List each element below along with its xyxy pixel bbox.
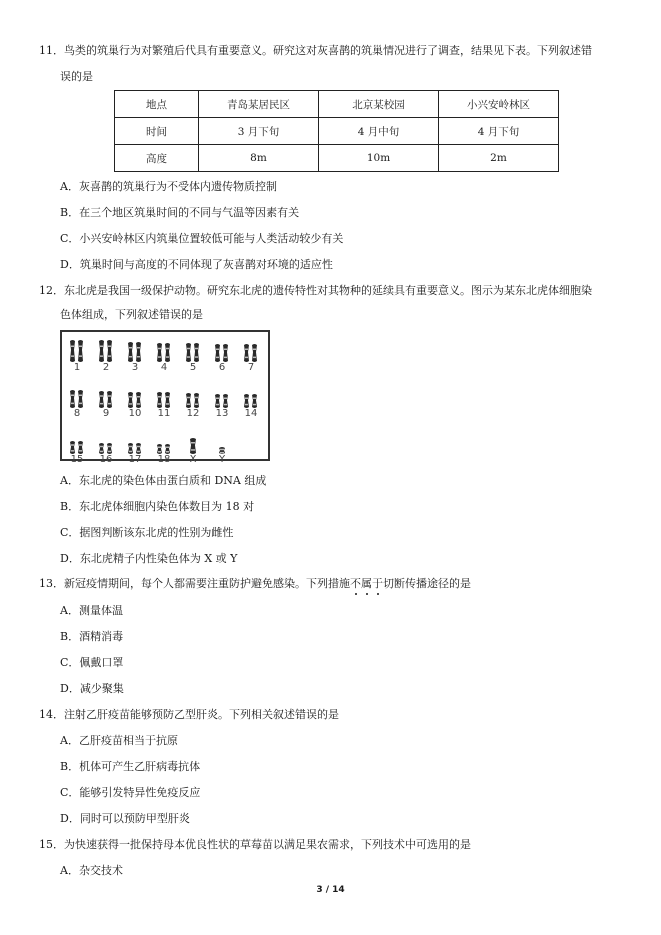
q12-option-b: B．东北虎体细胞内染色体数目为 18 对 <box>60 500 255 513</box>
karyotype-figure <box>60 330 270 465</box>
chromosome-pair-icon <box>124 338 146 362</box>
chromosome-10 <box>124 384 146 420</box>
q14-option-b: B．机体可产生乙肝病毒抗体 <box>60 760 201 773</box>
table-cell: 2m <box>439 145 559 172</box>
table-cell: 4 月下旬 <box>439 118 559 145</box>
table-cell: 时间 <box>115 118 199 145</box>
chromosome-label: X <box>189 454 197 465</box>
chromosome-6 <box>211 338 233 374</box>
q12-stem-line1: 12．东北虎是我国一级保护动物。研究东北虎的遗传特性对其物种的延续具有重要意义。图示为某东北虎体细胞染 <box>39 284 592 297</box>
q14-option-c: C．能够引发特异性免疫反应 <box>60 786 201 799</box>
chromosome-label: 5 <box>189 362 197 373</box>
chromosome-11 <box>153 384 175 420</box>
chromosome-label: 17 <box>128 454 142 465</box>
q11-option-c: C．小兴安岭林区内筑巢位置较低可能与人类活动较少有关 <box>60 232 344 245</box>
chromosome-pair-icon <box>66 338 88 362</box>
chromosome-label: Y <box>218 454 226 465</box>
chromosome-pair-icon <box>240 338 262 362</box>
q15-stem: 15．为快速获得一批保持母本优良性状的草莓苗以满足果农需求，下列技术中可选用的是 <box>39 838 471 851</box>
chromosome-8 <box>66 384 88 420</box>
chromosome-14 <box>240 384 262 420</box>
chromosome-15 <box>66 430 88 466</box>
chromosome-label: 14 <box>244 408 258 419</box>
table-cell: 北京某校园 <box>319 91 439 118</box>
table-cell: 小兴安岭林区 <box>439 91 559 118</box>
table-cell: 4 月中旬 <box>319 118 439 145</box>
q13-option-d: D．减少聚集 <box>60 682 124 695</box>
emphasized-char: 不 <box>350 577 361 590</box>
table-cell: 高度 <box>115 145 199 172</box>
q13-stem-after: 切断传播途径的是 <box>383 577 471 590</box>
chromosome-3 <box>124 338 146 374</box>
q13-option-b: B．酒精消毒 <box>60 630 124 643</box>
chromosome-label: 11 <box>157 408 171 419</box>
q14-stem: 14．注射乙肝疫苗能够预防乙型肝炎。下列相关叙述错误的是 <box>39 708 339 721</box>
chromosome-label: 9 <box>102 408 110 419</box>
chromosome-label: 2 <box>102 362 110 373</box>
q12-option-a: A．东北虎的染色体由蛋白质和 DNA 组成 <box>60 474 267 487</box>
table-cell: 3 月下旬 <box>199 118 319 145</box>
chromosome-16 <box>95 430 117 466</box>
q13-option-c: C．佩戴口罩 <box>60 656 124 669</box>
chromosome-pair-icon <box>182 384 204 408</box>
table-cell: 8m <box>199 145 319 172</box>
chromosome-pair-icon <box>95 338 117 362</box>
q14-option-a: A．乙肝疫苗相当于抗原 <box>60 734 178 747</box>
q11-option-b: B．在三个地区筑巢时间的不同与气温等因素有关 <box>60 206 300 219</box>
chromosome-label: 4 <box>160 362 168 373</box>
chromosome-pair-icon <box>153 338 175 362</box>
emphasized-char: 于 <box>372 577 383 590</box>
chromosome-pair-icon <box>153 430 175 454</box>
q14-option-d: D．同时可以预防甲型肝炎 <box>60 812 190 825</box>
q12-option-c: C．据图判断该东北虎的性别为雌性 <box>60 526 234 539</box>
q13-stem-emphasis <box>350 577 383 590</box>
chromosome-label: 12 <box>186 408 200 419</box>
chromosome-5 <box>182 338 204 374</box>
q12-option-d: D．东北虎精子内性染色体为 X 或 Y <box>60 552 238 565</box>
chromosome-13 <box>211 384 233 420</box>
chromosome-label: 15 <box>70 454 84 465</box>
table-row <box>115 91 559 118</box>
chromosome-label: 18 <box>157 454 171 465</box>
chromosome-label: 13 <box>215 408 229 419</box>
q15-option-a: A．杂交技术 <box>60 864 123 877</box>
chromosome-label: 10 <box>128 408 142 419</box>
chromosome-Y <box>211 430 233 466</box>
chromosome-pair-icon <box>66 430 88 454</box>
q12-stem-line2: 色体组成，下列叙述错误的是 <box>60 308 203 321</box>
chromosome-2 <box>95 338 117 374</box>
emphasized-char: 属 <box>361 577 372 590</box>
chromosome-label: 16 <box>99 454 113 465</box>
chromosome-7 <box>240 338 262 374</box>
chromosome-9 <box>95 384 117 420</box>
chromosome-pair-icon <box>182 338 204 362</box>
chromosome-pair-icon <box>211 384 233 408</box>
table-cell: 10m <box>319 145 439 172</box>
table-row <box>115 145 559 172</box>
q11-option-d: D．筑巢时间与高度的不同体现了灰喜鹊对环境的适应性 <box>60 258 333 271</box>
page-number: 3 / 14 <box>316 885 345 895</box>
chromosome-1 <box>66 338 88 374</box>
q13-stem <box>39 577 471 591</box>
chromosome-pair-icon <box>66 384 88 408</box>
chromosome-pair-icon <box>182 430 204 454</box>
chromosome-pair-icon <box>95 384 117 408</box>
chromosome-X <box>182 430 204 466</box>
chromosome-pair-icon <box>153 384 175 408</box>
chromosome-4 <box>153 338 175 374</box>
chromosome-label: 6 <box>218 362 226 373</box>
chromosome-pair-icon <box>211 430 233 454</box>
chromosome-label: 1 <box>73 362 81 373</box>
chromosome-pair-icon <box>240 384 262 408</box>
table-cell: 地点 <box>115 91 199 118</box>
q13-option-a: A．测量体温 <box>60 604 123 617</box>
chromosome-17 <box>124 430 146 466</box>
chromosome-label: 7 <box>247 362 255 373</box>
q13-stem-before: 13．新冠疫情期间，每个人都需要注重防护避免感染。下列措施 <box>39 577 350 590</box>
q11-stem-line1: 11．鸟类的筑巢行为对繁殖后代具有重要意义。研究这对灰喜鹊的筑巢情况进行了调查，结果见下表。下列叙述错 <box>39 44 592 57</box>
chromosome-pair-icon <box>211 338 233 362</box>
chromosome-18 <box>153 430 175 466</box>
chromosome-label: 3 <box>131 362 139 373</box>
chromosome-pair-icon <box>124 384 146 408</box>
chromosome-pair-icon <box>124 430 146 454</box>
q11-table <box>114 90 559 172</box>
chromosome-12 <box>182 384 204 420</box>
table-cell: 青岛某居民区 <box>199 91 319 118</box>
chromosome-label: 8 <box>73 408 81 419</box>
q11-stem-line2: 误的是 <box>60 70 93 83</box>
chromosome-pair-icon <box>95 430 117 454</box>
table-row <box>115 118 559 145</box>
q11-option-a: A．灰喜鹊的筑巢行为不受体内遗传物质控制 <box>60 180 277 193</box>
